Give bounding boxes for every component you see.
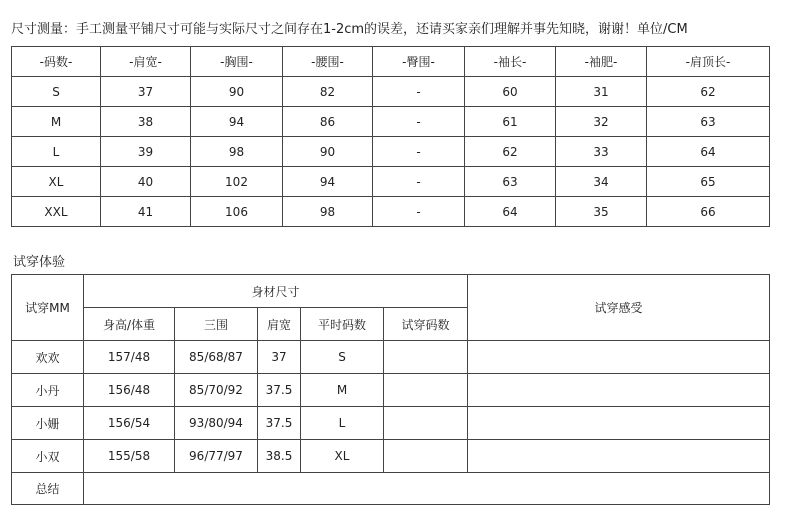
measurements: 85/70/92: [175, 374, 258, 407]
shoulder-width: 37: [258, 341, 301, 374]
size-cell: S: [12, 77, 101, 107]
size-cell: 33: [556, 137, 647, 167]
size-cell: 94: [191, 107, 283, 137]
size-header-cell: -胸围-: [191, 47, 283, 77]
shoulder-header: 肩宽: [258, 308, 301, 341]
size-row: [12, 107, 770, 137]
height-weight: 157/48: [84, 341, 175, 374]
height-weight: 155/58: [84, 440, 175, 473]
size-row: [12, 77, 770, 107]
size-cell: 32: [556, 107, 647, 137]
usual-size: L: [301, 407, 384, 440]
fit-feel: [468, 407, 770, 440]
measurements-header: 三围: [175, 308, 258, 341]
model-name: 小双: [12, 440, 84, 473]
tried-size: [384, 440, 468, 473]
height-weight-header: 身高/体重: [84, 308, 175, 341]
shoulder-width: 37.5: [258, 374, 301, 407]
size-cell: -: [373, 137, 465, 167]
size-cell: 98: [283, 197, 373, 227]
usual-size: M: [301, 374, 384, 407]
size-cell: M: [12, 107, 101, 137]
usual-size: S: [301, 341, 384, 374]
size-cell: 86: [283, 107, 373, 137]
summary-label: 总结: [12, 473, 84, 505]
size-header-cell: -袖肥-: [556, 47, 647, 77]
size-cell: 90: [191, 77, 283, 107]
size-cell: 62: [465, 137, 556, 167]
fit-row: [12, 440, 770, 473]
summary-row: [12, 473, 770, 505]
body-size-header: 身材尺寸: [84, 275, 468, 308]
size-cell: 38: [101, 107, 191, 137]
size-row: [12, 167, 770, 197]
summary-content: [84, 473, 770, 505]
size-cell: 60: [465, 77, 556, 107]
shoulder-width: 38.5: [258, 440, 301, 473]
tried-size-header: 试穿码数: [384, 308, 468, 341]
size-cell: 31: [556, 77, 647, 107]
fit-feel: [468, 341, 770, 374]
height-weight: 156/54: [84, 407, 175, 440]
size-cell: 102: [191, 167, 283, 197]
size-cell: -: [373, 77, 465, 107]
fit-row: [12, 407, 770, 440]
size-chart-table: [11, 46, 770, 227]
size-cell: 35: [556, 197, 647, 227]
size-cell: 40: [101, 167, 191, 197]
model-name: 小姗: [12, 407, 84, 440]
size-cell: 62: [647, 77, 770, 107]
tried-size: [384, 341, 468, 374]
size-cell: 64: [647, 137, 770, 167]
fit-row: [12, 374, 770, 407]
size-cell: XXL: [12, 197, 101, 227]
model-name: 小丹: [12, 374, 84, 407]
size-cell: 82: [283, 77, 373, 107]
size-cell: -: [373, 197, 465, 227]
size-cell: -: [373, 107, 465, 137]
size-cell: 63: [647, 107, 770, 137]
size-cell: 61: [465, 107, 556, 137]
usual-size-header: 平时码数: [301, 308, 384, 341]
size-cell: 64: [465, 197, 556, 227]
size-header-cell: -臀围-: [373, 47, 465, 77]
fit-feel: [468, 440, 770, 473]
size-row: [12, 197, 770, 227]
size-header-cell: -腰围-: [283, 47, 373, 77]
size-cell: 41: [101, 197, 191, 227]
size-header-cell: -肩宽-: [101, 47, 191, 77]
measurements: 96/77/97: [175, 440, 258, 473]
size-header-row: [12, 47, 770, 77]
size-cell: 63: [465, 167, 556, 197]
usual-size: XL: [301, 440, 384, 473]
measurements: 93/80/94: [175, 407, 258, 440]
fit-feel: [468, 374, 770, 407]
size-cell: 34: [556, 167, 647, 197]
size-cell: 94: [283, 167, 373, 197]
size-header-cell: -肩顶长-: [647, 47, 770, 77]
fit-row: [12, 341, 770, 374]
size-cell: 65: [647, 167, 770, 197]
shoulder-width: 37.5: [258, 407, 301, 440]
fit-experience-table: [11, 274, 770, 505]
tried-size: [384, 374, 468, 407]
size-cell: 106: [191, 197, 283, 227]
size-header-cell: -码数-: [12, 47, 101, 77]
model-header: 试穿MM: [12, 275, 84, 341]
size-cell: 39: [101, 137, 191, 167]
tried-size: [384, 407, 468, 440]
size-cell: 98: [191, 137, 283, 167]
size-header-cell: -袖长-: [465, 47, 556, 77]
size-cell: XL: [12, 167, 101, 197]
model-name: 欢欢: [12, 341, 84, 374]
size-row: [12, 137, 770, 167]
size-cell: -: [373, 167, 465, 197]
size-cell: L: [12, 137, 101, 167]
height-weight: 156/48: [84, 374, 175, 407]
size-cell: 37: [101, 77, 191, 107]
fit-section-title: 试穿体验: [13, 255, 66, 270]
fit-header-row: [12, 275, 770, 308]
size-cell: 90: [283, 137, 373, 167]
size-cell: 66: [647, 197, 770, 227]
fit-feel-header: 试穿感受: [468, 275, 770, 341]
measurement-note: 尺寸测量：手工测量平铺尺寸可能与实际尺寸之间存在1-2cm的误差，还请买家亲们理解并事先知晓，谢谢！单位/CM: [11, 22, 688, 37]
measurements: 85/68/87: [175, 341, 258, 374]
